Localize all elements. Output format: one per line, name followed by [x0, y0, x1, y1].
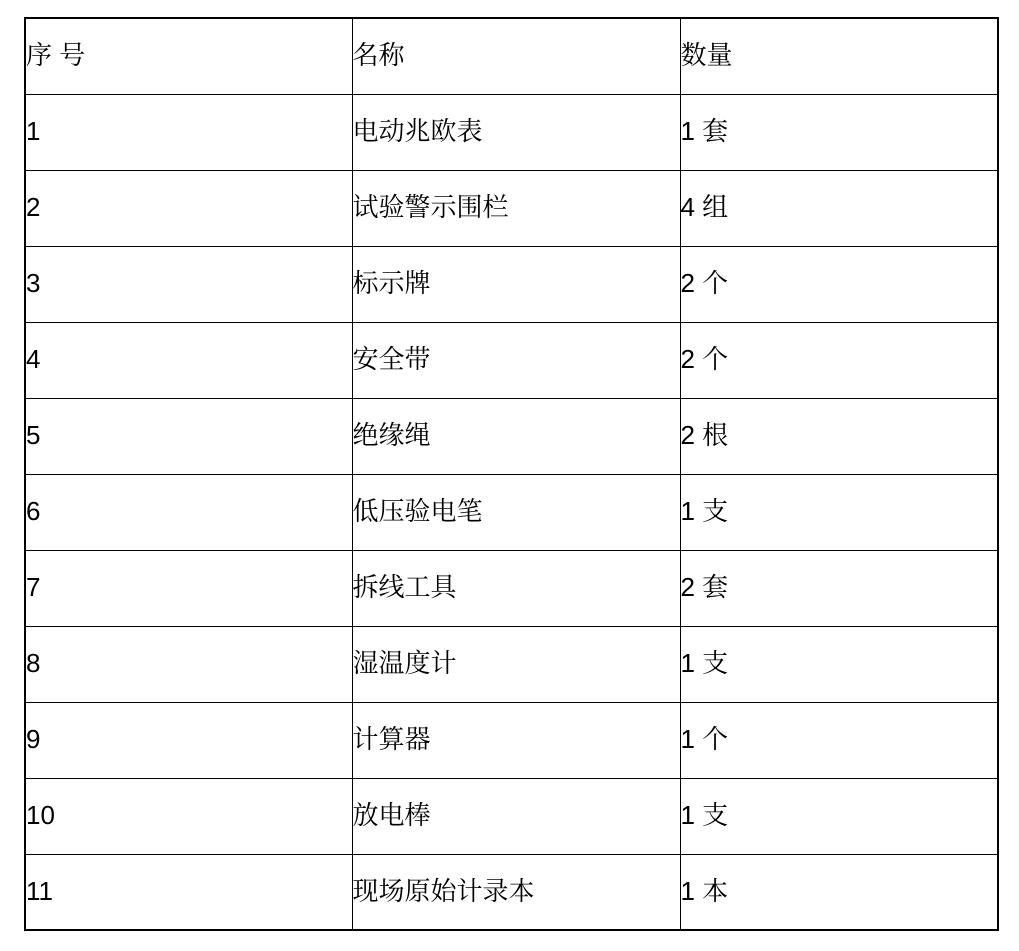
name-cell: 绝缘绳: [352, 398, 680, 474]
table-row: [25, 170, 998, 246]
table-row: [25, 778, 998, 854]
name-cell: 湿温度计: [352, 626, 680, 702]
qty-cell: 2 个: [680, 322, 998, 398]
serial-cell: 3: [25, 246, 352, 322]
qty-cell: 1 支: [680, 474, 998, 550]
serial-cell: 1: [25, 94, 352, 170]
name-cell: 安全带: [352, 322, 680, 398]
table-row: [25, 474, 998, 550]
table-row: [25, 854, 998, 930]
table-row: [25, 246, 998, 322]
qty-cell: 1 个: [680, 702, 998, 778]
qty-cell: 2 套: [680, 550, 998, 626]
serial-cell: 10: [25, 778, 352, 854]
name-cell: 试验警示围栏: [352, 170, 680, 246]
qty-cell: 1 支: [680, 778, 998, 854]
serial-cell: 7: [25, 550, 352, 626]
name-cell: 现场原始计录本: [352, 854, 680, 930]
header-qty: 数量: [680, 18, 998, 94]
header-name: 名称: [352, 18, 680, 94]
name-cell: 放电棒: [352, 778, 680, 854]
qty-cell: 2 根: [680, 398, 998, 474]
table-row: [25, 702, 998, 778]
serial-cell: 4: [25, 322, 352, 398]
serial-cell: 9: [25, 702, 352, 778]
name-cell: 低压验电笔: [352, 474, 680, 550]
table-row: [25, 626, 998, 702]
qty-cell: 2 个: [680, 246, 998, 322]
qty-cell: 1 套: [680, 94, 998, 170]
equipment-table: [24, 17, 999, 931]
serial-cell: 8: [25, 626, 352, 702]
header-serial: 序 号: [25, 18, 352, 94]
name-cell: 标示牌: [352, 246, 680, 322]
table-row: [25, 398, 998, 474]
qty-cell: 1 支: [680, 626, 998, 702]
qty-cell: 1 本: [680, 854, 998, 930]
serial-cell: 6: [25, 474, 352, 550]
table-header-row: [25, 18, 998, 94]
serial-cell: 2: [25, 170, 352, 246]
name-cell: 计算器: [352, 702, 680, 778]
qty-cell: 4 组: [680, 170, 998, 246]
name-cell: 电动兆欧表: [352, 94, 680, 170]
table-row: [25, 550, 998, 626]
serial-cell: 5: [25, 398, 352, 474]
table-row: [25, 322, 998, 398]
name-cell: 拆线工具: [352, 550, 680, 626]
serial-cell: 11: [25, 854, 352, 930]
table-row: [25, 94, 998, 170]
